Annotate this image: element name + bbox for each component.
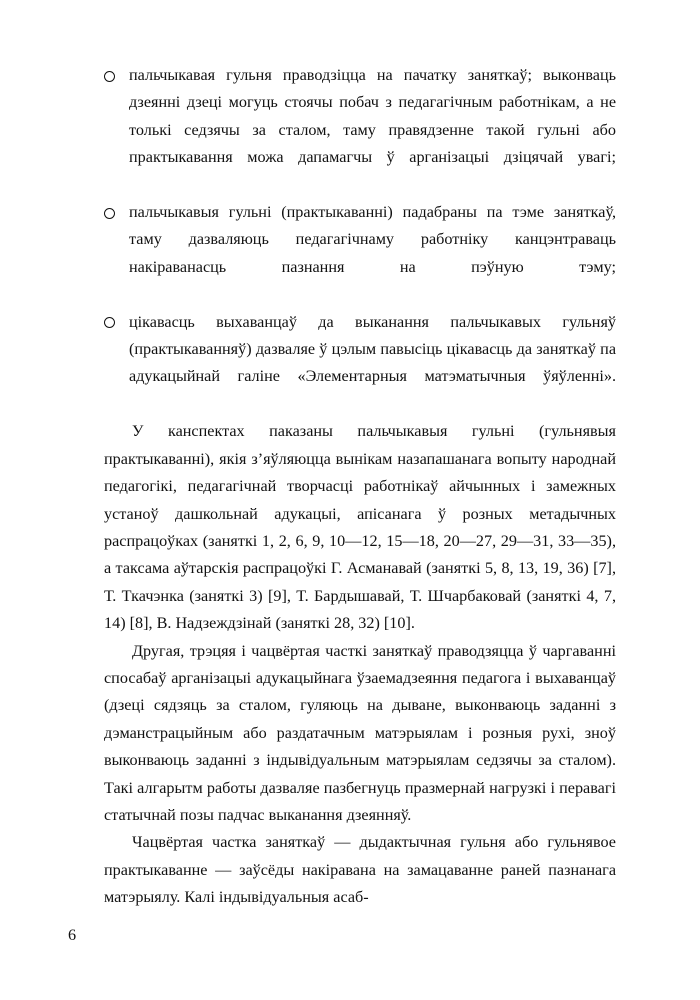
body-paragraph: У канспектах паказаны пальчыкавыя гульні (гульнявыя практыкаванні), якія з’яўляюцца вынікам назапашанага вопыту народнай педагогікі, педагагічнай творчасці работнікаў айчынных і замежных устаноў дашкольнай адукацыі, апісанага ў розных метадычных распрацоўках (заняткі 1, 2, 6, 9, 10—12, 15—18, 20—27, 29—31, 33—35), а таксама аўтарскія распрацоўкі Г. Асманавай (заняткі 5, 8, 13, 19, 36) [7], Т. Ткачэнка (заняткі 3) [9], Т. Бардышавай, Т. Шчарбаковай (заняткі 4, 7, 14) [8], В. Надзеждзінай (заняткі 28, 32) [10]. [104,422,616,633]
open-circle-bullet-icon [104,199,117,226]
list-item-text: пальчыкавыя гульні (практыкаванні) падабраны па тэме заняткаў, таму дазваляюць педагагічнаму работніку канцэнтраваць накіраванасць пазнання на пэўную тэму; [129,203,616,276]
page-text-block [104,62,616,912]
list-item [104,199,616,309]
open-circle-bullet-icon [104,62,117,89]
open-circle-bullet-icon [104,309,117,336]
list-item [104,309,616,419]
list-item [104,62,616,199]
list-item-text: цікавасць выхаванцаў да выканання пальчыкавых гульняў (практыкаванняў) дазваляе ў цэлым павысіць цікавасць да заняткаў па адукацыйнай галіне «Элементарныя матэматычныя ўяўленні». [129,312,616,386]
body-paragraph: Другая, трэцяя і чацвёртая часткі заняткаў праводзяцца ў чаргаванні спосабаў арганізацыі адукацыйнага ўзаемадзеяння педагога і выхаванцаў (дзеці сядзяць за сталом, гуляюць на дыване, выконваюць заданні з дэманстрацыйным або раздатачным матэрыялам і розныя рухі, зноў выконваюць заданні з індывідуальным матэрыялам седзячы за сталом). Такі алгарытм работы дазваляе пазбегнуць празмернай нагрузкі і перавагі статычнай позы падчас выканання дзеянняў. [104,641,616,824]
body-paragraph: Чацвёртая частка заняткаў — дыдактычная гульня або гульнявое практыкаванне — заўсёды накіравана на замацаванне раней пазнанага матэрыялу. Калі індывідуальныя асаб- [104,833,616,907]
list-item-text: пальчыкавая гульня праводзіцца на пачатку заняткаў; выконваць дзеянні дзеці могуць стоячы побач з педагагічным работнікам, а не толькі седзячы за сталом, таму правядзенне такой гульні або практыкавання можа дапамагчы ў арганізацыі дзіцячай увагі; [129,66,616,167]
bulleted-list [104,62,616,418]
page-number: 6 [68,926,77,944]
